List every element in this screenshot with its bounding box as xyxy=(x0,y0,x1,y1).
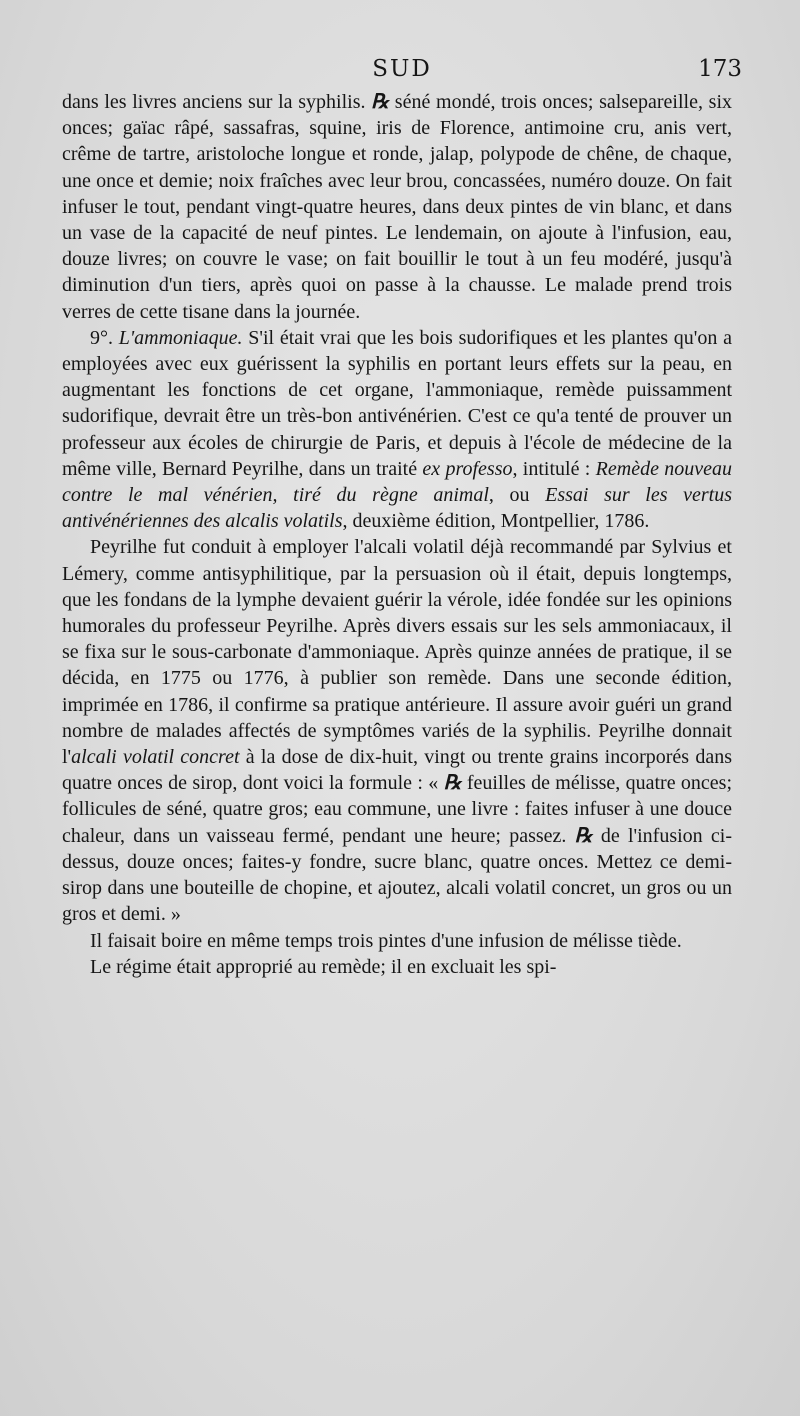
paragraph-peyrilhe xyxy=(62,534,732,927)
recipe-symbol: ℞ xyxy=(574,824,593,847)
paragraph-ammoniaque xyxy=(62,325,732,535)
running-head xyxy=(62,56,742,86)
running-head-title: SUD xyxy=(372,56,432,82)
page-number: 173 xyxy=(698,56,742,82)
text-run: , deuxième édition, Montpellier, 1786. xyxy=(342,510,650,533)
body-text xyxy=(62,89,732,980)
recipe-symbol: ℞ xyxy=(371,91,390,113)
book-title: Remède nouveau contre le mal vénérien, tiré du règne animal xyxy=(62,457,733,507)
recipe-symbol: ℞ xyxy=(443,772,462,795)
text-run: à la dose de dix-huit, vingt ou trente grains incorporés dans quatre onces de sirop, dont voici la formule : « xyxy=(62,746,732,795)
section-title: L'ammoniaque. xyxy=(118,326,243,349)
text-run: Peyrilhe fut conduit à employer l'alcali volatil déjà recommandé par Sylvius et Lémery, comme antisyphilitique, par la persuasion où il était, depuis longtemps, que les fondans de la lymphe devaient guérir la vérole, idée fondée sur les opinions humorales du professeur Peyrilhe. Après divers essais sur les sels ammoniacaux, il se fixa sur le sous-carbonate d'ammoniaque. Après quinze années de pratique, il se décida, en 1775 ou 1776, à publier son remède. Dans une seconde édition, imprimée en 1786, il confirme sa pratique antérieure. Il assure avoir guéri un grand nombre de malades affectés de symptômes variés de la syphilis. Peyrilhe donnait l' xyxy=(62,536,732,769)
text-run: S'il était vrai que les bois sudorifiques et les plantes qu'on a employées avec eux guérissent la syphilis en portant leurs effets sur la peau, en augmentant les fonctions de cet organe, l'ammoniaque, remède puissamment sudorifique, devrait être un très-bon antivénérien. C'est ce qu'a tenté de prouver un professeur aux écoles de chirurgie de Paris, et depuis à l'école de médecine de la même ville, Bernard Peyrilhe, dans un traité xyxy=(62,326,733,480)
text-run: , intitulé : xyxy=(512,457,591,480)
text-run: dans les livres anciens sur la syphilis. xyxy=(62,91,366,113)
text-run: feuilles de mélisse, quatre onces; follicules de séné, quatre gros; eau commune, une livre : faites infuser à une douce chaleur, dans un vaisseau fermé, pendant une heure; passez. xyxy=(62,772,733,847)
paragraph-infusion xyxy=(62,928,732,954)
text-run: séné mondé, trois onces; salsepareille, six onces; gaïac râpé, sassafras, squine, iris de Florence, antimoine cru, anis vert, crême de tartre, aristoloche longue et ronde, jalap, polypode de chêne, de chaque, une once et demie; noix fraîches avec leur brou, concassées, numéro douze. On fait infuser le tout, pendant vingt-quatre heures, dans deux pintes de vin blanc, et dans un vase de la capacité de neuf pintes. Le lendemain, on ajoute à l'infusion, eau, douze livres; on couvre le vase; on fait bouillir le tout à un feu modéré, jusqu'à diminution d'un tiers, après quoi on passe à la chausse. Le malade prend trois verres de cette tisane dans la journée. xyxy=(62,91,732,323)
paragraph-recipe-continuation xyxy=(62,89,732,325)
book-subtitle: Essai sur les vertus antivénériennes des alcalis volatils xyxy=(62,484,732,533)
paragraph-regime xyxy=(62,954,732,980)
text-run: , ou xyxy=(488,484,530,507)
section-number: 9°. xyxy=(90,326,113,349)
italic-text: alcali volatil concret xyxy=(71,746,240,769)
text-run: Le régime était approprié au remède; il en excluait les spi- xyxy=(90,955,557,978)
text-run: Il faisait boire en même temps trois pintes d'une infusion de mélisse tiède. xyxy=(90,929,682,952)
text-run: de l'infusion ci-dessus, douze onces; faites-y fondre, sucre blanc, quatre onces. Mettez ce demi-sirop dans une bouteille de chopine, et ajoutez, alcali volatil concret, un gros ou un gros et demi. » xyxy=(62,824,733,926)
italic-text: ex professo xyxy=(422,457,513,480)
